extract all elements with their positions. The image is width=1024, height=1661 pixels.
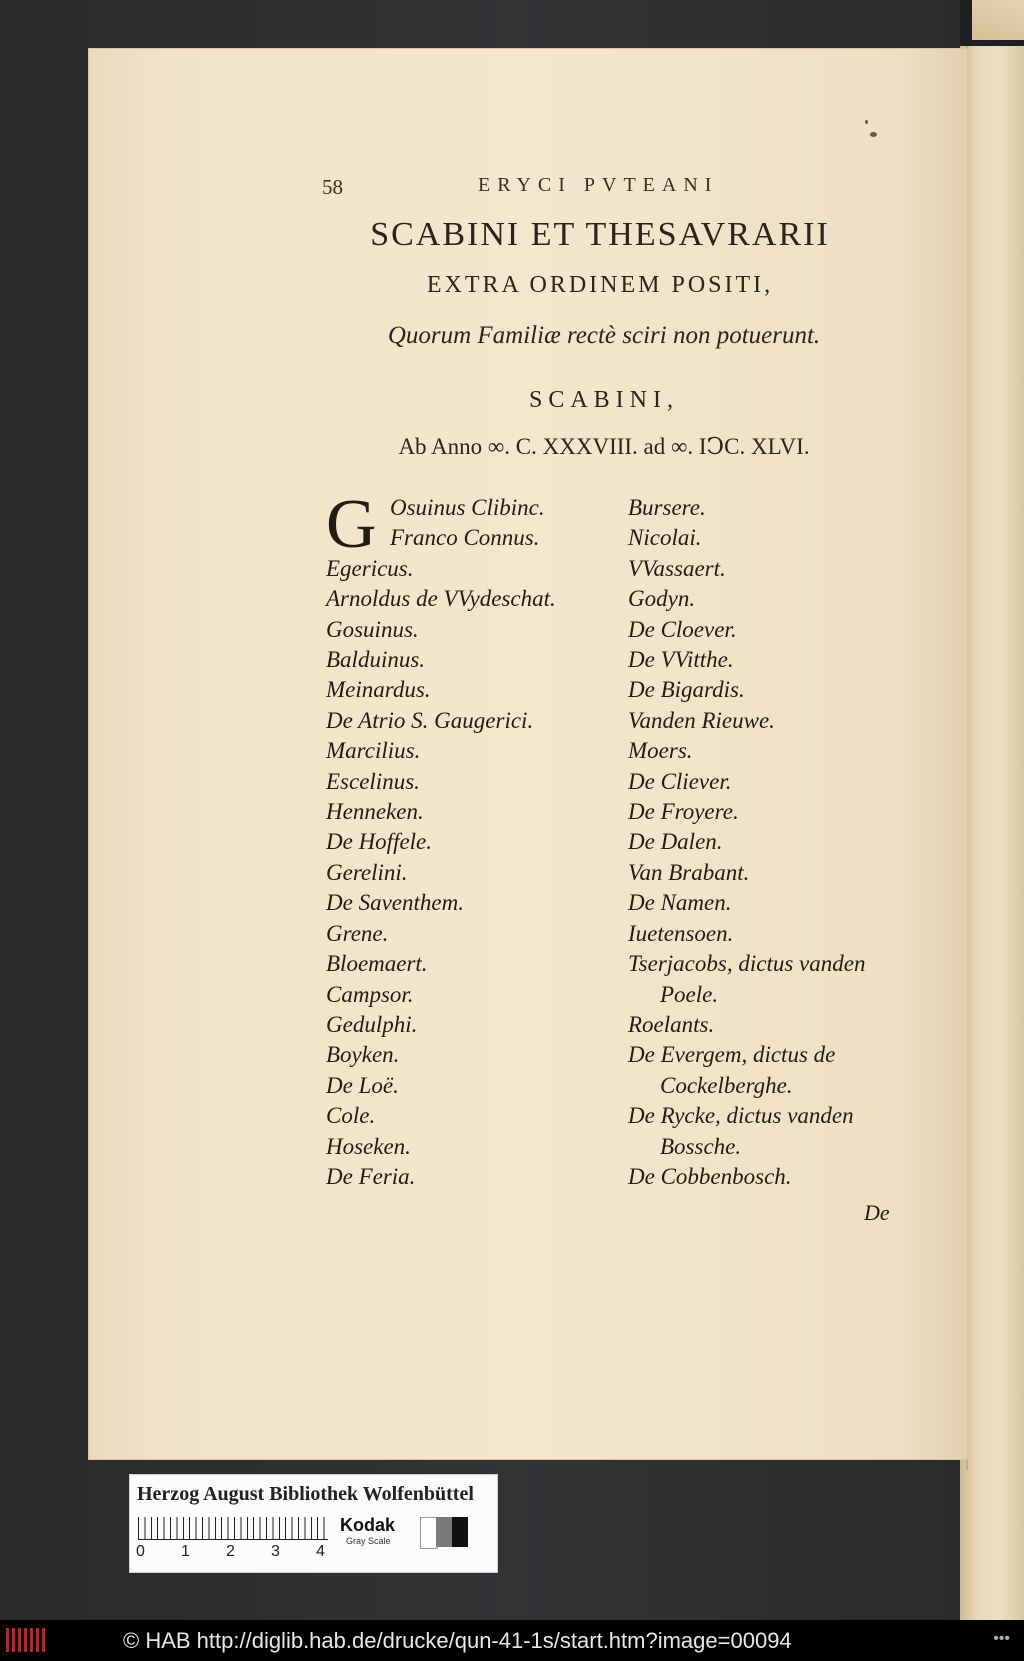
- list-item: Campsor.: [326, 981, 414, 1007]
- list-item: Bossche.: [660, 1133, 742, 1159]
- running-head: ERYCI PVTEANI: [478, 174, 719, 196]
- kodak-label: Kodak: [340, 1515, 396, 1535]
- list-item: De Rycke, dictus vanden: [628, 1103, 854, 1129]
- list-item: De Loë.: [326, 1072, 399, 1098]
- list-item: Nicolai.: [628, 525, 702, 551]
- list-item: Poele.: [660, 981, 719, 1007]
- list-item: Moers.: [628, 738, 693, 764]
- page-number: 58: [322, 175, 343, 199]
- list-item: De Cliever.: [628, 768, 732, 794]
- list-item: Gerelini.: [326, 859, 408, 885]
- list-item: VVassaert.: [628, 555, 726, 581]
- drop-cap: G: [326, 486, 377, 563]
- list-item: De Feria.: [326, 1163, 416, 1189]
- list-item: Balduinus.: [326, 647, 426, 673]
- page-stain: [865, 120, 868, 124]
- list-item: Vanden Rieuwe.: [628, 707, 775, 733]
- ruler-number: 3: [271, 1543, 280, 1560]
- list-item: Van Brabant.: [628, 859, 750, 885]
- list-item: Iuetensoen.: [628, 920, 734, 946]
- italic-note: Quorum Familiæ rectè sciri non potuerunt.: [387, 322, 821, 349]
- list-item: Osuinus Clibinc.: [390, 495, 545, 520]
- catchword: De: [864, 1200, 890, 1225]
- list-item: Marcilius.: [326, 738, 421, 764]
- list-item: De Cobbenbosch.: [628, 1163, 792, 1189]
- ruler-number: 0: [136, 1543, 145, 1560]
- page-subtitle: EXTRA ORDINEM POSITI,: [426, 272, 774, 298]
- list-item: De Evergem, dictus de: [628, 1042, 836, 1068]
- institution-label: Herzog August Bibliothek Wolfenbüttel: [137, 1483, 474, 1505]
- list-item: Bloemaert.: [326, 951, 428, 977]
- names-right-column: [628, 493, 908, 1192]
- list-item: Grene.: [326, 920, 389, 946]
- list-item: Egericus.: [326, 555, 414, 581]
- list-item: Gedulphi.: [326, 1011, 418, 1037]
- hab-logo-icon: [6, 1628, 46, 1652]
- list-item: Boyken.: [326, 1042, 400, 1068]
- list-item: Hoseken.: [326, 1133, 411, 1159]
- list-item: De Froyere.: [628, 799, 739, 825]
- list-item: Godyn.: [628, 586, 696, 612]
- list-item: Meinardus.: [326, 677, 431, 703]
- ruler-number: 2: [226, 1543, 235, 1560]
- list-item: Roelants.: [628, 1011, 715, 1037]
- list-item: De Cloever.: [628, 616, 737, 642]
- list-item: Franco Connus.: [390, 525, 540, 551]
- list-item: Henneken.: [326, 799, 424, 825]
- list-item: Cole.: [326, 1103, 376, 1129]
- ruler-number: 1: [181, 1543, 190, 1560]
- page-stain: [870, 132, 877, 137]
- page-title: SCABINI ET THESAVRARII: [370, 216, 830, 253]
- copyright-url[interactable]: © HAB http://diglib.hab.de/drucke/qun-41-1s/start.htm?image=00094: [123, 1628, 792, 1653]
- section-heading: SCABINI,: [528, 387, 679, 413]
- gray-swatch: [436, 1517, 452, 1547]
- viewer-footer: [0, 1620, 1024, 1661]
- list-item: Gosuinus.: [326, 616, 419, 642]
- page-corner: [972, 0, 1024, 40]
- gray-swatch: [452, 1517, 468, 1547]
- color-calibration-bar: [129, 1474, 498, 1573]
- list-item: De Dalen.: [628, 829, 723, 855]
- more-options-icon[interactable]: •••: [993, 1630, 1010, 1647]
- list-item: Arnoldus de VVydeschat.: [326, 586, 556, 612]
- list-item: De Namen.: [628, 890, 732, 916]
- list-item: De VVitthe.: [628, 647, 734, 673]
- list-item: De Atrio S. Gaugerici.: [326, 707, 534, 733]
- names-left-column: [326, 486, 616, 1192]
- list-item: Escelinus.: [326, 768, 420, 794]
- list-item: De Hoffele.: [326, 829, 433, 855]
- gray-scale-label: Gray Scale: [346, 1536, 391, 1546]
- list-item: Bursere.: [628, 495, 706, 520]
- list-item: Tserjacobs, dictus vanden: [628, 951, 866, 977]
- list-item: Cockelberghe.: [660, 1072, 793, 1098]
- list-item: De Bigardis.: [628, 677, 745, 703]
- date-range: Ab Anno ∞. C. XXXVIII. ad ∞. IↃC. XLVI.: [398, 434, 810, 459]
- ruler-scale: [138, 1517, 328, 1540]
- list-item: De Saventhem.: [326, 890, 464, 916]
- ruler-number: 4: [316, 1543, 325, 1560]
